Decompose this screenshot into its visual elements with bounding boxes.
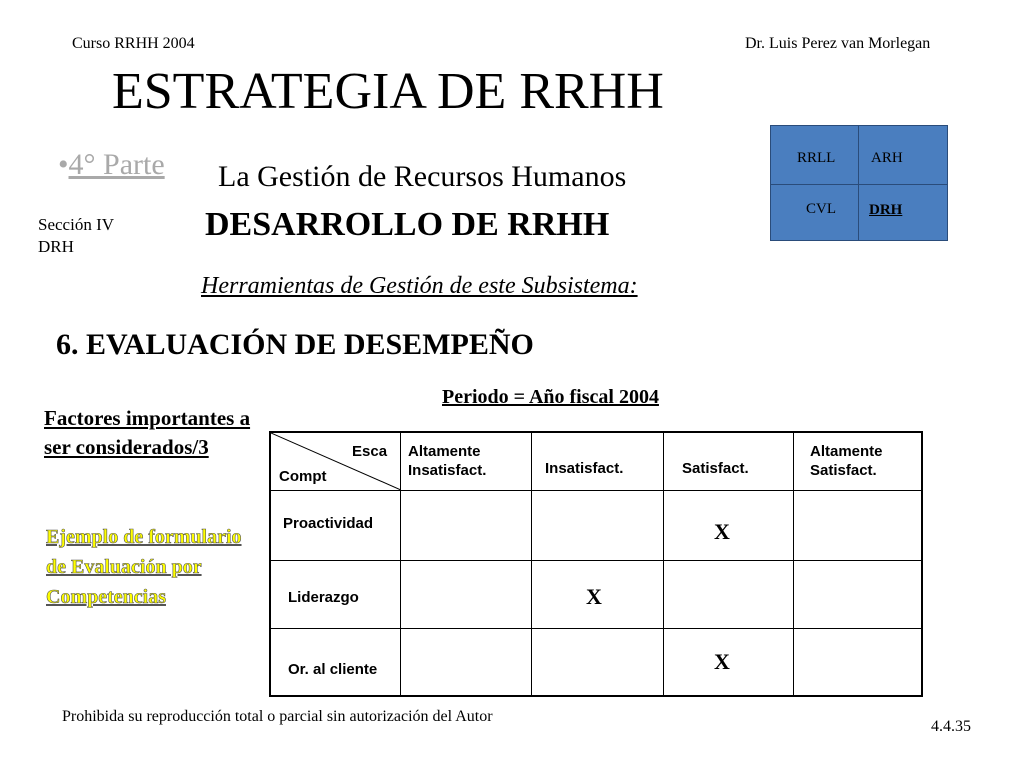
row-mark-proactividad: X: [714, 519, 730, 544]
header-line-1: Altamente: [408, 443, 481, 460]
matrix-divider-vertical: [858, 126, 859, 240]
part-label: 4° Parte: [68, 148, 165, 181]
section-line-2: DRH: [38, 237, 74, 256]
header-line-1: Insatisfact.: [545, 460, 624, 477]
matrix-cell-arh: ARH: [871, 150, 903, 166]
table-row-divider: [271, 560, 921, 561]
course-label: Curso RRHH 2004: [72, 35, 195, 52]
slide-title: ESTRATEGIA DE RRHH: [112, 63, 664, 120]
header-line-2: Insatisfact.: [408, 462, 487, 479]
table-row-divider: [271, 490, 921, 491]
evaluation-table: [269, 431, 923, 697]
matrix-cell-rrll: RRLL: [797, 150, 836, 166]
row-label-proactividad: Proactividad: [283, 515, 374, 532]
table-col-divider: [531, 433, 532, 695]
header-line-2: Satisfact.: [810, 462, 877, 479]
row-mark-liderazgo: X: [586, 584, 602, 609]
table-col-divider: [400, 433, 401, 695]
example-form-link[interactable]: Ejemplo de formulario de Evaluación por Competencias: [46, 526, 242, 608]
row-label-or-al-cliente: Or. al cliente: [288, 661, 378, 678]
header-line-1: Satisfact.: [682, 460, 749, 477]
part-bullet: [58, 148, 165, 182]
table-col-divider: [663, 433, 664, 695]
header-insatisfact: [545, 459, 623, 478]
bullet-glyph: •: [58, 148, 69, 181]
section-label: [38, 214, 114, 258]
table-row-divider: [271, 628, 921, 629]
author-label: Dr. Luis Perez van Morlegan: [745, 35, 931, 52]
row-label-liderazgo: Liderazgo: [288, 589, 359, 606]
subsystem-matrix: [770, 125, 948, 241]
copyright-footer: Prohibida su reproducción total o parcial sin autorización del Autor: [62, 708, 493, 725]
section-line-1: Sección IV: [38, 215, 115, 234]
row-mark-or-al-cliente: X: [714, 649, 730, 674]
matrix-cell-drh: DRH: [869, 202, 903, 218]
corner-scale-label: Esca: [352, 443, 388, 460]
slide-subtitle: La Gestión de Recursos Humanos: [218, 160, 627, 193]
header-altamente-insatisfact: [408, 442, 486, 480]
corner-competency-label: Compt: [279, 468, 327, 485]
evaluation-title: 6. EVALUACIÓN DE DESEMPEÑO: [56, 328, 534, 361]
matrix-divider-horizontal: [771, 184, 947, 185]
tools-caption: Herramientas de Gestión de este Subsistema:: [201, 273, 638, 299]
section-heading: DESARROLLO DE RRHH: [205, 206, 610, 243]
header-satisfact: [682, 459, 749, 478]
period-label: Periodo = Año fiscal 2004: [442, 386, 659, 408]
header-altamente-satisfact: [810, 442, 883, 480]
matrix-cell-cvl: CVL: [806, 201, 836, 217]
factors-note: Factores importantes a ser considerados/3: [44, 406, 251, 459]
table-col-divider: [793, 433, 794, 695]
header-line-1: Altamente: [810, 443, 883, 460]
page-number: 4.4.35: [931, 718, 971, 735]
